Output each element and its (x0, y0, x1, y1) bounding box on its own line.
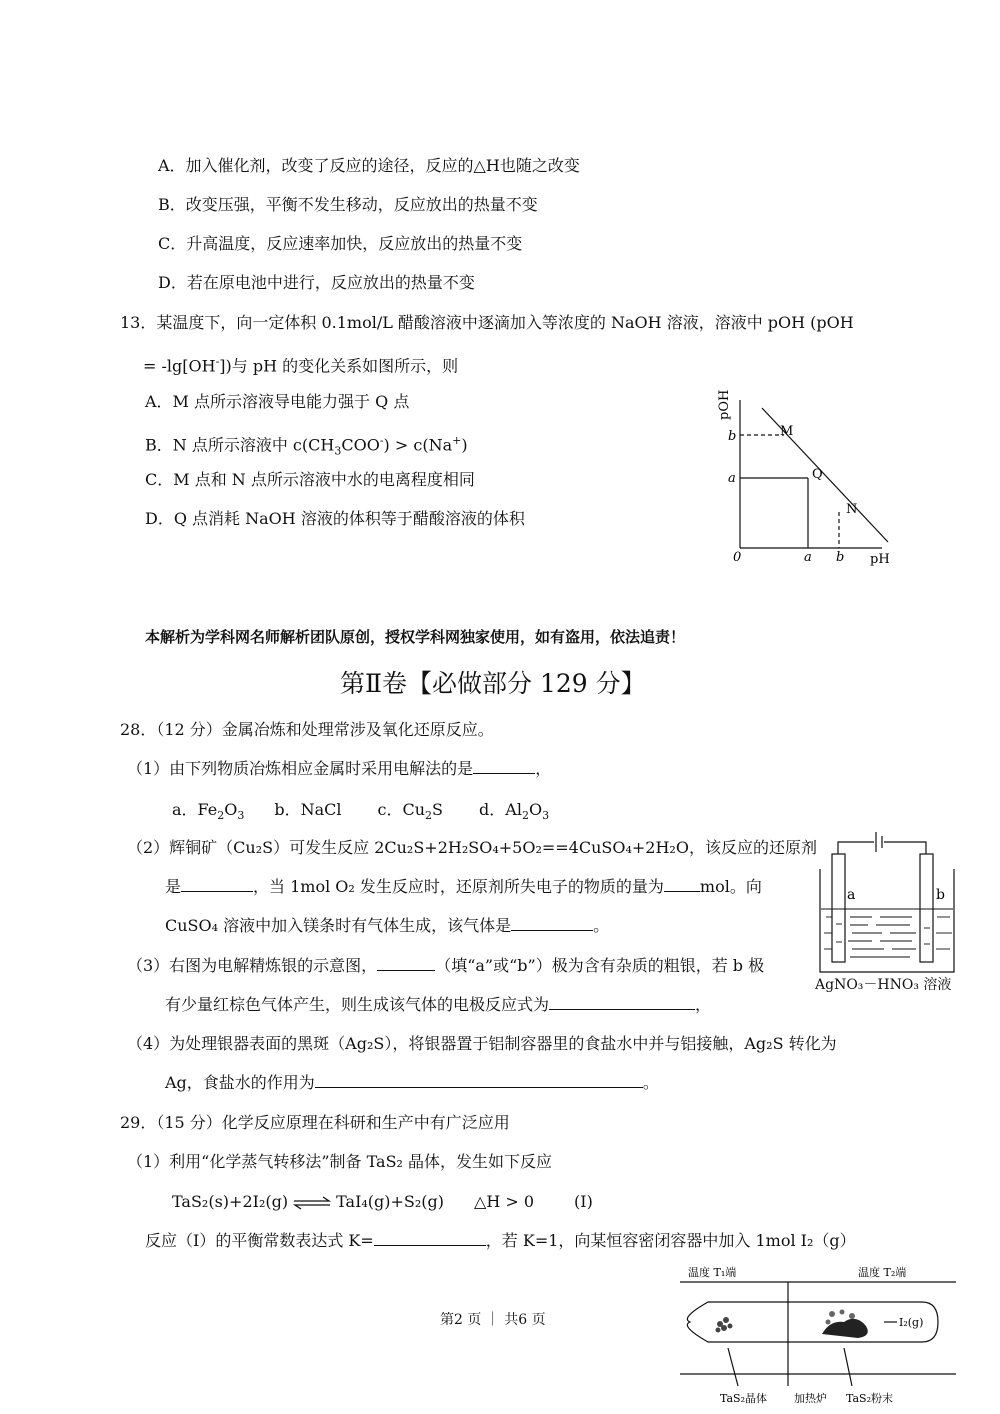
tas2-crystal (716, 1317, 733, 1333)
point-m-label: M (780, 424, 794, 439)
electrode-b (920, 854, 933, 962)
furnace-label: 加热炉 (794, 1392, 827, 1405)
q13-poh-ph-graph (700, 380, 910, 570)
q12-option-a: A．加入催化剂，改变了反应的途径，反应的△H也随之改变 (158, 156, 580, 175)
q12-option-d: D．若在原电池中进行，反应放出的热量不变 (158, 273, 475, 292)
answer-blank[interactable] (511, 916, 593, 931)
tick-a-x: a (804, 550, 812, 565)
answer-blank[interactable] (664, 877, 700, 892)
electrode-a-label: a (847, 887, 856, 903)
tick-b-x: b (836, 550, 845, 565)
q28-opt-b: b．NaCl (274, 800, 342, 819)
i2-gas-label: I₂(g) (899, 1316, 924, 1329)
q29-stem: 29．（15 分）化学反应原理在科研和生产中有广泛应用 (120, 1113, 510, 1132)
section-title: 第Ⅱ卷【必做部分 129 分】 (340, 669, 646, 698)
q28-part2-line2: 是 ，当 1mol O₂ 发生反应时，还原剂所失电子的物质的量为 mol。向 (165, 877, 762, 896)
q12-option-c: C．升高温度，反应速率加快，反应放出的热量不变 (158, 234, 523, 253)
q28-opt-d: d．$Al_2O_3$ (479, 800, 550, 823)
tas2-powder-label: TaS₂粉末 (846, 1392, 893, 1405)
tick-a-y: a (728, 471, 736, 486)
answer-blank[interactable] (315, 1073, 643, 1088)
electrolysis-cell-figure (812, 824, 962, 974)
page-footer: 第2 页 ｜ 共6 页 (440, 1312, 546, 1328)
origin-label: 0 (733, 550, 742, 565)
tube-furnace-figure (672, 1264, 962, 1414)
q28-part3-line2: 有少量红棕色气体产生，则生成该气体的电极反应式为 ， (165, 995, 712, 1014)
y-axis-label: pOH (717, 389, 732, 420)
q28-opt-a: a．$Fe_2O_3$ (172, 800, 245, 823)
q29-equation: TaS₂(s)+2I₂(g) TaI₄(g)+S₂(g) △H > 0 (I) (172, 1192, 593, 1211)
q29-part1: （1）利用“化学蒸气转移法”制备 TaS₂ 晶体，发生如下反应 (127, 1152, 553, 1171)
q29-part1-k: 反应（I）的平衡常数表达式 K= ，若 K=1，向某恒容密闭容器中加入 1mol I₂（g） (145, 1231, 856, 1250)
electrode-a (832, 854, 845, 962)
answer-blank[interactable] (473, 759, 535, 774)
q13-option-c: C．M 点和 N 点所示溶液中水的电离程度相同 (145, 470, 475, 489)
q13-option-d: D．Q 点消耗 NaOH 溶液的体积等于醋酸溶液的体积 (145, 509, 525, 528)
tas2-powder (822, 1310, 868, 1339)
tas2-crystal-label: TaS₂晶体 (720, 1392, 767, 1405)
q28-part1: （1）由下列物质冶炼相应金属时采用电解法的是 ， (127, 759, 552, 778)
q13-stem-line1: 13．某温度下，向一定体积 0.1mol/L 醋酸溶液中逐滴加入等浓度的 NaOH 溶液，溶液中 pOH (pOH (120, 313, 854, 332)
electrolysis-caption: AgNO₃－HNO₃ 溶液 (815, 977, 952, 993)
point-q-label: Q (812, 467, 823, 482)
electrode-b-label: b (936, 887, 945, 903)
q12-option-b: B．改变压强，平衡不发生移动，反应放出的热量不变 (158, 195, 538, 214)
x-axis-label: pH (870, 552, 890, 567)
q28-part4-line2: Ag，食盐水的作用为 。 (165, 1073, 659, 1092)
q13-option-a: A．M 点所示溶液导电能力强于 Q 点 (145, 392, 410, 411)
answer-blank[interactable] (374, 1231, 486, 1246)
answer-blank[interactable] (377, 956, 435, 971)
q28-part4-line1: （4）为处理银器表面的黑斑（Ag₂S），将银器置于铝制容器里的食盐水中并与铝接触，Ag₂S 转化为 (127, 1034, 837, 1053)
q28-part2-line3: CuSO₄ 溶液中加入镁条时有气体生成，该气体是 。 (165, 916, 610, 935)
q28-part3-line1: （3）右图为电解精炼银的示意图， （填“a”或“b”）极为含有杂质的粗银，若 b 极 (127, 956, 765, 975)
point-n-label: N (846, 502, 858, 517)
answer-blank[interactable] (181, 877, 253, 892)
tick-b-y: b (728, 429, 737, 444)
q28-part1-options (172, 800, 549, 826)
q28-stem: 28．（12 分）金属冶炼和处理常涉及氧化还原反应。 (120, 720, 494, 739)
q13-option-b: B．N 点所示溶液中 $c(CH_3COO^-) > c(Na^+)$ (145, 434, 468, 458)
temp-t1-label: 温度 T₁端 (688, 1266, 737, 1279)
answer-blank[interactable] (549, 995, 695, 1010)
copyright-notice: 本解析为学科网名师解析团队原创，授权学科网独家使用，如有盗用，依法追责！ (145, 628, 686, 646)
q28-part2-line1: （2）辉铜矿（Cu₂S）可发生反应 2Cu₂S+2H₂SO₄+5O₂==4CuSO₄+2H₂O，该反应的还原剂 (127, 838, 817, 857)
q13-stem-line2: = -lg[OH-])与 pH 的变化关系如图所示，则 (143, 355, 459, 376)
q28-opt-c: c．$Cu_2S$ (377, 800, 444, 823)
equilibrium-arrows-icon (292, 1196, 332, 1210)
temp-t2-label: 温度 T₂端 (858, 1266, 907, 1279)
